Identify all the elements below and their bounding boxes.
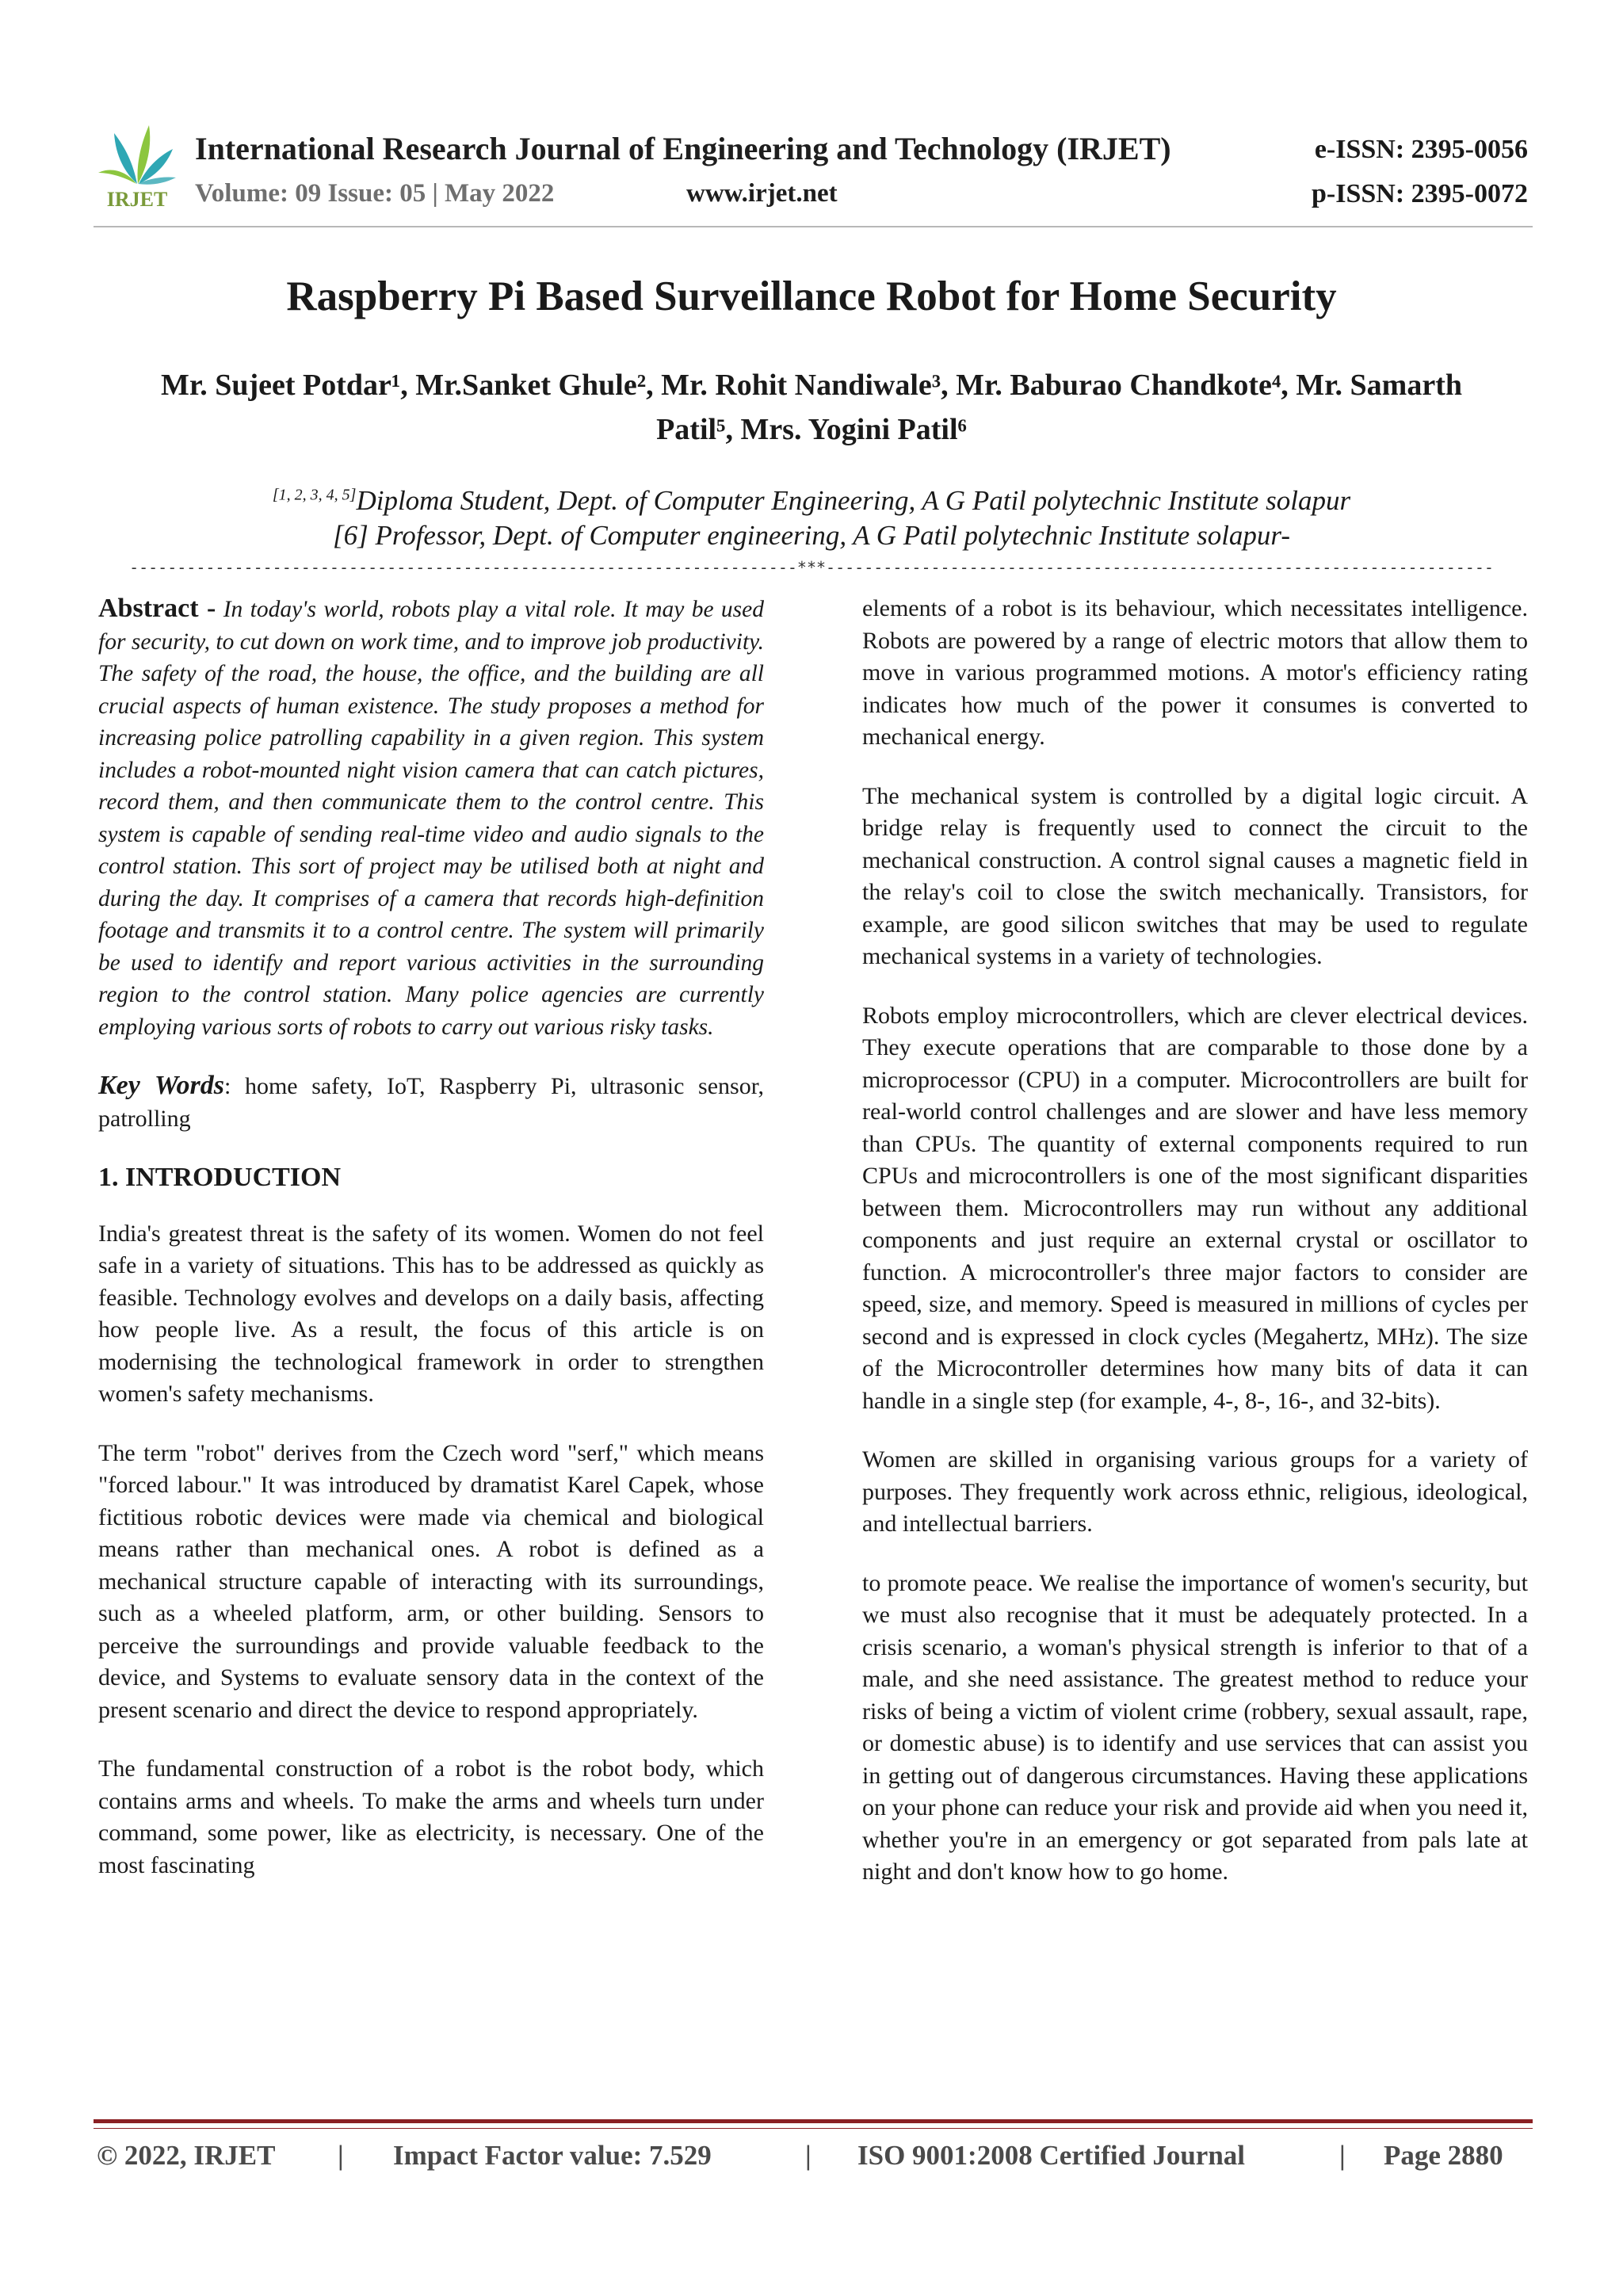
irjet-logo-icon [94,117,181,211]
journal-title: International Research Journal of Engineering and Technology (IRJET) [195,131,1171,166]
keywords [98,1070,764,1135]
volume-info: Volume: 09 Issue: 05 | May 2022 [195,179,555,208]
logo-text: IRJET [106,188,168,211]
footer-iso: ISO 9001:2008 Certified Journal [857,2140,1246,2171]
section-separator: ----------------------------------------------------------------------***---------------------------------------------------------------------- [129,558,1494,577]
paragraph: The mechanical system is controlled by a digital logic circuit. A bridge relay is frequently used to connect the circuit to the mechanical construction. A control signal causes a magnetic field in the relay's coil to close the switch mechanically. Transistors, for example, are good silicon switches that may be used to regulate mechanical systems in a variety of technologies. [862,782,1528,969]
right-column [862,593,1528,1916]
footer-rule-thin [94,2128,1533,2129]
left-column [98,593,764,1908]
affiliation-professor: [6] Professor, Dept. of Computer engineering, A G Patil polytechnic Institute solapur- [333,520,1290,551]
footer-rule [94,2119,1533,2123]
affiliation-students-text: Diploma Student, Dept. of Computer Engineering, A G Patil polytechnic Institute solapur [356,485,1351,516]
affiliation-marker: [1, 2, 3, 4, 5] [272,486,357,504]
footer-copyright: © 2022, IRJET [97,2140,276,2171]
paper-title: Raspberry Pi Based Surveillance Robot for Home Security [286,273,1337,319]
p-issn: p-ISSN: 2395-0072 [1312,179,1528,208]
e-issn: e-ISSN: 2395-0056 [1314,135,1528,164]
affiliation-students [0,485,1623,517]
header-divider [94,226,1533,227]
keywords-text: : home safety, IoT, Raspberry Pi, ultrasonic sensor, patrolling [98,1073,764,1132]
abstract-label: Abstract - [98,594,216,623]
footer-divider: | [1339,2140,1346,2171]
abstract-text: In today's world, robots play a vital role. It may be used for security, to cut down on work time, and to improve job productivity. The safety of the road, the house, the office, and the building are all crucial aspects of human existence. The study proposes a method for increasing police patrolling capability in a given region. This system includes a robot-mounted night vision camera that can catch pictures, record them, and then communicate them to the control centre. This system is capable of sending real-time video and audio signals to the control station. This sort of project may be utilised both at night and during the day. It comprises of a camera that records high-definition footage and transmits it to a control centre. The system will primarily be used to identify and report various activities in the surrounding region to the control station. Many police agencies are currently employing various sorts of robots to carry out various risky tasks. [98,597,764,1040]
paragraph: The fundamental construction of a robot is the robot body, which contains arms and wheels. To make the arms and wheels turn under command, some power, like as electricity, is necessary. One of the most fascinating [98,1755,764,1878]
paragraph: India's greatest threat is the safety of its women. Women do not feel safe in a variety of situations. This has to be addressed as quickly as feasible. Technology evolves and develops on a daily basis, affecting how people live. As a result, the focus of this article is on modernising the technological framework in order to strengthen women's safety mechanisms. [98,1220,764,1407]
paragraph: The term "robot" derives from the Czech word "serf," which means "forced labour." It was introduced by dramatist Karel Capek, whose fictitious robotic devices were made via chemical and biological means rather than mechanical ones. A robot is defined as a mechanical structure capable of interacting with its surroundings, such as a wheeled platform, arm, or other building. Sensors to perceive the surroundings and provide valuable feedback to the device, and Systems to evaluate sensory data in the context of the present scenario and direct the device to respond appropriately. [98,1439,764,1723]
footer-divider: | [805,2140,812,2171]
irjet-logo [94,117,181,211]
abstract [98,593,764,1043]
footer-page-number: Page 2880 [1384,2140,1503,2171]
paragraph: to promote peace. We realise the importance of women's security, but we must also recognise that it must be adequately protected. In a crisis scenario, a woman's physical strength is inferior to that of a male, and she need assistance. The greatest method to reduce your risks of being a victim of violent crime (robbery, sexual assault, rape, or domestic abuse) is to identify and use services that can assist you in getting out of dangerous circumstances. Having these applications on your phone can reduce your risk and provide aid when you need it, whether you're in an emergency or got separated from pals late at night and don't know how to go home. [862,1569,1528,1885]
paragraph: Robots employ microcontrollers, which are clever electrical devices. They execute operations that are comparable to those done by a microprocessor (CPU) in a computer. Microcontrollers are built for real-world control challenges and are slower and have less memory than CPUs. The quantity of external components required to run CPUs and microcontrollers is one of the most significant disparities between them. Microcontrollers may run without any additional components and just require an external crystal or oscillator to function. A microcontroller's three major factors to consider are speed, size, and memory. Speed is measured in millions of cycles per second and is expressed in clock cycles (Megahertz, MHz). The size of the Microcontroller determines how many bits of data it can handle in a single step (for example, 4-, 8-, 16-, and 32-bits). [862,1002,1528,1414]
footer-impact-factor: Impact Factor value: 7.529 [393,2140,712,2171]
website-link[interactable]: www.irjet.net [686,179,838,208]
author-list: Mr. Sujeet Potdar¹, Mr.Sanket Ghule², Mr. Rohit Nandiwale³, Mr. Baburao Chandkote⁴, Mr. Samarth Patil⁵, Mrs. Yogini Patil⁶ [161,369,1462,446]
paragraph: Women are skilled in organising various groups for a variety of purposes. They frequently work across ethnic, religious, ideological, and intellectual barriers. [862,1446,1528,1537]
paragraph: elements of a robot is its behaviour, which necessitates intelligence. Robots are powered by a range of electric motors that allow them to move in various programmed motions. A motor's efficiency rating indicates how much of the power it consumes is converted to mechanical energy. [862,595,1528,750]
section-heading-introduction: 1. INTRODUCTION [98,1163,342,1192]
footer-divider: | [338,2140,344,2171]
keywords-label: Key Words [98,1071,225,1100]
